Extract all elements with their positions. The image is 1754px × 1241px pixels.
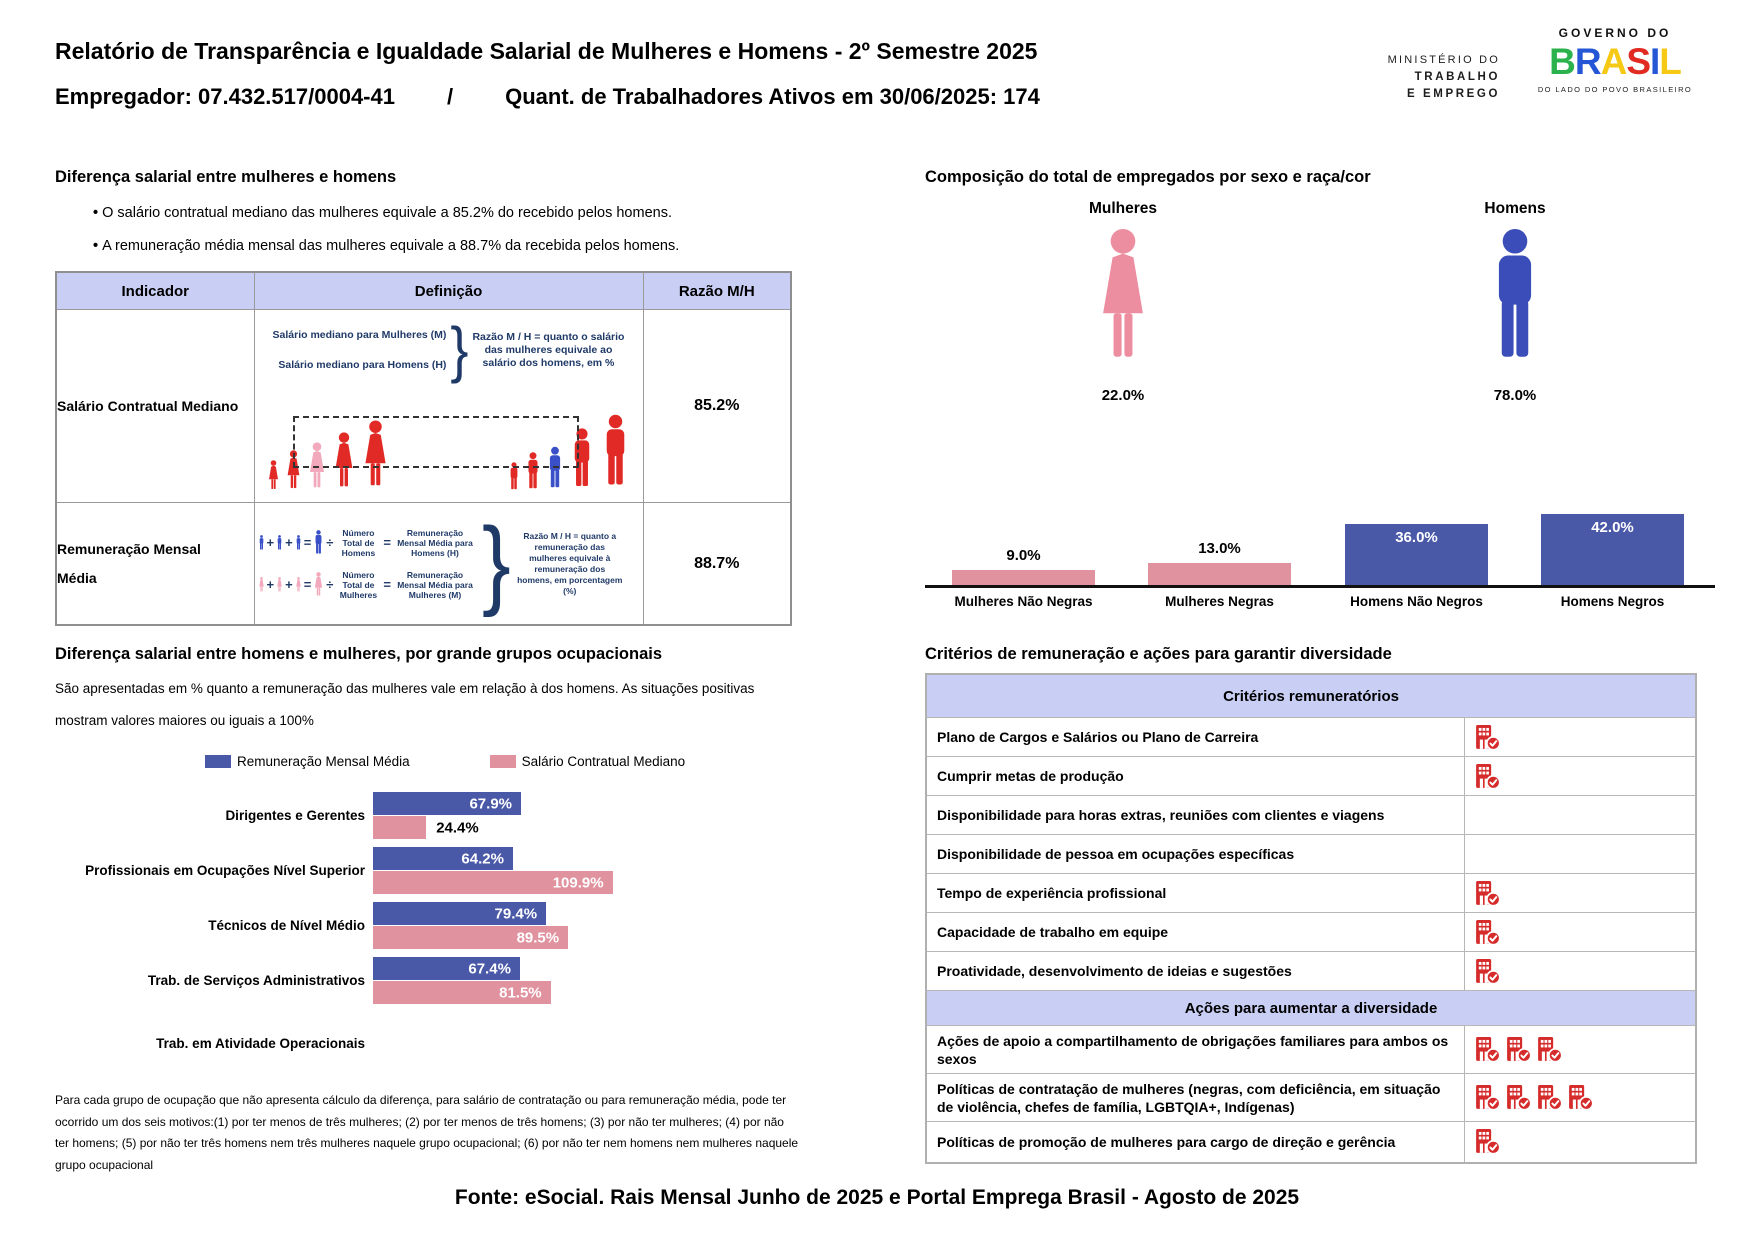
criteria-marks [1473, 1036, 1695, 1063]
composition-title: Composição do total de empregados por sexo e raça/cor [925, 168, 1371, 186]
criteria-marks [1473, 1128, 1695, 1155]
company-check-icon [1473, 919, 1501, 946]
group-profissionais: Profissionais em Ocupações Nível Superior 64.2% 109.9% [55, 847, 805, 894]
criteria-marks [1473, 724, 1695, 751]
category-label: Homens Negros [1560, 594, 1665, 609]
ratio-median: 85.2% [643, 310, 791, 503]
legend-swatch-pink [490, 755, 516, 768]
female-figure-icon [267, 460, 280, 492]
men-summary: Homens 78.0% [1430, 200, 1600, 404]
criteria-row: Políticas de contratação de mulheres (negras, com deficiência, em situação de violência, chefes de família, LGBTQIA+, Indígenas) [926, 1074, 1696, 1122]
criteria-header-remuneratorios: Critérios remuneratórios [926, 674, 1696, 718]
male-figure-icon [600, 414, 631, 492]
brace: } [450, 315, 469, 385]
company-check-icon [1566, 1084, 1594, 1111]
bar-mulheres-negras: 13.0% [1148, 540, 1291, 585]
group-administrativos: Trab. de Serviços Administrativos 67.4% 81.5% [55, 957, 805, 1004]
separator: / [446, 84, 454, 109]
criteria-row: Capacidade de trabalho em equipe [926, 913, 1696, 952]
brasil-wordmark: BRASIL [1549, 41, 1681, 82]
company-check-icon [1473, 880, 1501, 907]
category-label: Mulheres Não Negras [954, 594, 1093, 609]
criteria-row: Cumprir metas de produção [926, 757, 1696, 796]
company-check-icon [1473, 1084, 1501, 1111]
salary-gap-title: Diferença salarial entre mulheres e homens [55, 168, 397, 186]
salary-gap-table [55, 271, 792, 626]
male-figure-icon [276, 535, 283, 551]
criteria-title: Critérios de remuneração e ações para garantir diversidade [925, 645, 1392, 663]
men-average-formula: + + = ÷ Número Total de Homens = Remuneração Mensal Média para Homens (H) [258, 528, 478, 558]
men-percent: 78.0% [1493, 387, 1537, 404]
composition-section [925, 168, 1715, 613]
female-figure-icon [276, 577, 283, 593]
chart-legend [205, 754, 805, 769]
ministry-logo: MINISTÉRIO DO TRABALHO E EMPREGO [1387, 54, 1500, 100]
criteria-section [925, 645, 1700, 1164]
occupational-section: Diferença salarial entre homens e mulheres, por grande grupos ocupacionais São apresentadas em % quanto a remuneração das mulheres vale em relação à dos homens. As situações positivas mostram valores maiores ou iguais a 100% Remuneração Mensal Média Salário Contratual Mediano Dirigentes e Gerentes 67.9% 24.4% Profissionais em Ocupações Nível Superior 64.2% 109.9% Técnicos de Nível Médio 79.4% 89.5% Trab. de Serviços Administrativos 67.4% 81.5% Trab. em Atividade Operacionais Para cada grupo de ocupação que não apresenta cálculo da diferença, para salário de contratação ou para remuneração média, pode ter ocorrido um dos seis motivos:(1) por ter menos de três mulheres; (2) por ter menos de três homens; (3) por não ter mulheres; (4) por não ter homens; (5) por não ter três homens nem três mulheres naquele grupo ocupacional; (6) por não ter nem homens nem mulheres naquele grupo ocupacional [55, 645, 805, 1176]
women-percent: 22.0% [1101, 387, 1145, 404]
median-definition-diagram: Salário mediano para Mulheres (M) Salário mediano para Homens (H) } Razão M / H = quanto o salário das mulheres equivale ao salário dos homens, em % [255, 310, 643, 502]
female-figure-icon [295, 577, 302, 593]
company-check-icon [1504, 1036, 1532, 1063]
female-figure-icon [313, 572, 324, 598]
criteria-row: Disponibilidade para horas extras, reuniões com clientes e viagens [926, 796, 1696, 835]
criteria-marks [1473, 763, 1695, 790]
criteria-row: Ações de apoio a compartilhamento de obrigações familiares para ambos os sexos [926, 1026, 1696, 1074]
occupational-title: Diferença salarial entre homens e mulheres, por grande grupos ocupacionais [55, 645, 663, 663]
median-dashed-box [293, 416, 579, 468]
salary-gap-section [55, 168, 790, 626]
criteria-row: Políticas de promoção de mulheres para cargo de direção e gerência [926, 1122, 1696, 1163]
bullet-median-salary: • O salário contratual mediano das mulheres equivale a 85.2% do recebido pelos homens. [93, 205, 790, 221]
occupational-subtitle: São apresentadas em % quanto a remuneração das mulheres vale em relação à dos homens. As situações positivas [55, 681, 755, 696]
male-figure-icon [313, 530, 324, 556]
category-label: Mulheres Negras [1165, 594, 1274, 609]
criteria-row: Proatividade, desenvolvimento de ideias e sugestões [926, 952, 1696, 991]
employer-id: Empregador: 07.432.517/0004-41 [55, 84, 395, 109]
bar-mulheres-nao-negras: 9.0% [952, 547, 1095, 585]
table-row-mean [56, 503, 791, 626]
criteria-marks [1473, 919, 1695, 946]
chart-baseline [925, 585, 1715, 588]
category-label: Homens Não Negros [1350, 594, 1483, 609]
composition-bar-chart [925, 168, 1715, 585]
group-dirigentes: Dirigentes e Gerentes 67.9% 24.4% [55, 792, 805, 839]
criteria-row: Tempo de experiência profissional [926, 874, 1696, 913]
legend-remuneracao: Remuneração Mensal Média [205, 754, 410, 769]
criteria-header-acoes: Ações para aumentar a diversidade [926, 991, 1696, 1026]
brace: } [482, 507, 511, 619]
women-average-formula: + + = ÷ Número Total de Mulheres = Remuneração Mensal Média para Mulheres (M) [258, 570, 478, 600]
criteria-marks [1473, 880, 1695, 907]
col-header-definicao: Definição [254, 272, 643, 310]
table-row-median [56, 310, 791, 503]
criteria-marks [1473, 1084, 1695, 1111]
company-check-icon [1473, 724, 1501, 751]
ratio-mean: 88.7% [643, 503, 791, 626]
legend-swatch-blue [205, 755, 231, 768]
legend-salario: Salário Contratual Mediano [490, 754, 686, 769]
indicator-median: Salário Contratual Mediano [56, 310, 254, 503]
col-header-razao: Razão M/H [643, 272, 791, 310]
mean-definition-diagram: + + = ÷ Número Total de Homens = Remuneração Mensal Média para Homens (H) + + = ÷ Número Total de Mulheres = Remuneração Mensal Média para Mulheres (M) } Razão M / H = quanto a remuneração das mulheres equivale à remuneração dos homens, em porcentagem (%) [255, 503, 643, 624]
active-workers: Quant. de Trabalhadores Ativos em 30/06/2025: 174 [505, 84, 1040, 109]
occupational-bar-chart [55, 792, 805, 1054]
employer-line [55, 84, 1040, 110]
company-check-icon [1473, 763, 1501, 790]
indicator-mean: Remuneração Mensal Média [56, 503, 254, 626]
criteria-row: Disponibilidade de pessoa em ocupações específicas [926, 835, 1696, 874]
bar-homens-negros: 42.0% [1541, 514, 1684, 585]
bullet-mean-salary: • A remuneração média mensal das mulheres equivale a 88.7% da recebida pelos homens. [93, 238, 790, 254]
male-figure-icon [258, 535, 265, 551]
company-check-icon [1473, 1128, 1501, 1155]
company-check-icon [1473, 1036, 1501, 1063]
group-operacionais: Trab. em Atividade Operacionais [156, 1036, 365, 1051]
criteria-marks [1473, 958, 1695, 985]
brasil-logo: GOVERNO DO BRASIL DO LADO DO POVO BRASILEIRO [1524, 26, 1706, 94]
group-tecnicos: Técnicos de Nível Médio 79.4% 89.5% [55, 902, 805, 949]
bar-homens-nao-negros: 36.0% [1345, 524, 1488, 585]
criteria-table [925, 673, 1697, 1164]
report-title: Relatório de Transparência e Igualdade Salarial de Mulheres e Homens - 2º Semestre 2025 [55, 38, 1038, 64]
occupational-footnote: Para cada grupo de ocupação que não apresenta cálculo da diferença, para salário de contratação ou para remuneração média, pode ter ocorrido um dos seis motivos:(1) por ter menos de três mulheres; (2) por ter menos de três homens; (3) por não ter mulheres; (4) por não ter homens; (5) por não ter três homens nem três mulheres naquele grupo ocupacional; (6) por não ter nem homens nem mulheres naquele grupo ocupacional [55, 1093, 799, 1172]
company-check-icon [1535, 1084, 1563, 1111]
company-check-icon [1535, 1036, 1563, 1063]
criteria-row: Plano de Cargos e Salários ou Plano de Carreira [926, 718, 1696, 757]
female-figure-icon [258, 577, 265, 593]
company-check-icon [1473, 958, 1501, 985]
col-header-indicador: Indicador [56, 272, 254, 310]
source-footer: Fonte: eSocial. Rais Mensal Junho de 2025 e Portal Emprega Brasil - Agosto de 2025 [454, 1186, 1300, 1209]
company-check-icon [1504, 1084, 1532, 1111]
male-figure-icon [295, 535, 302, 551]
women-summary: Mulheres 22.0% [1038, 200, 1208, 404]
